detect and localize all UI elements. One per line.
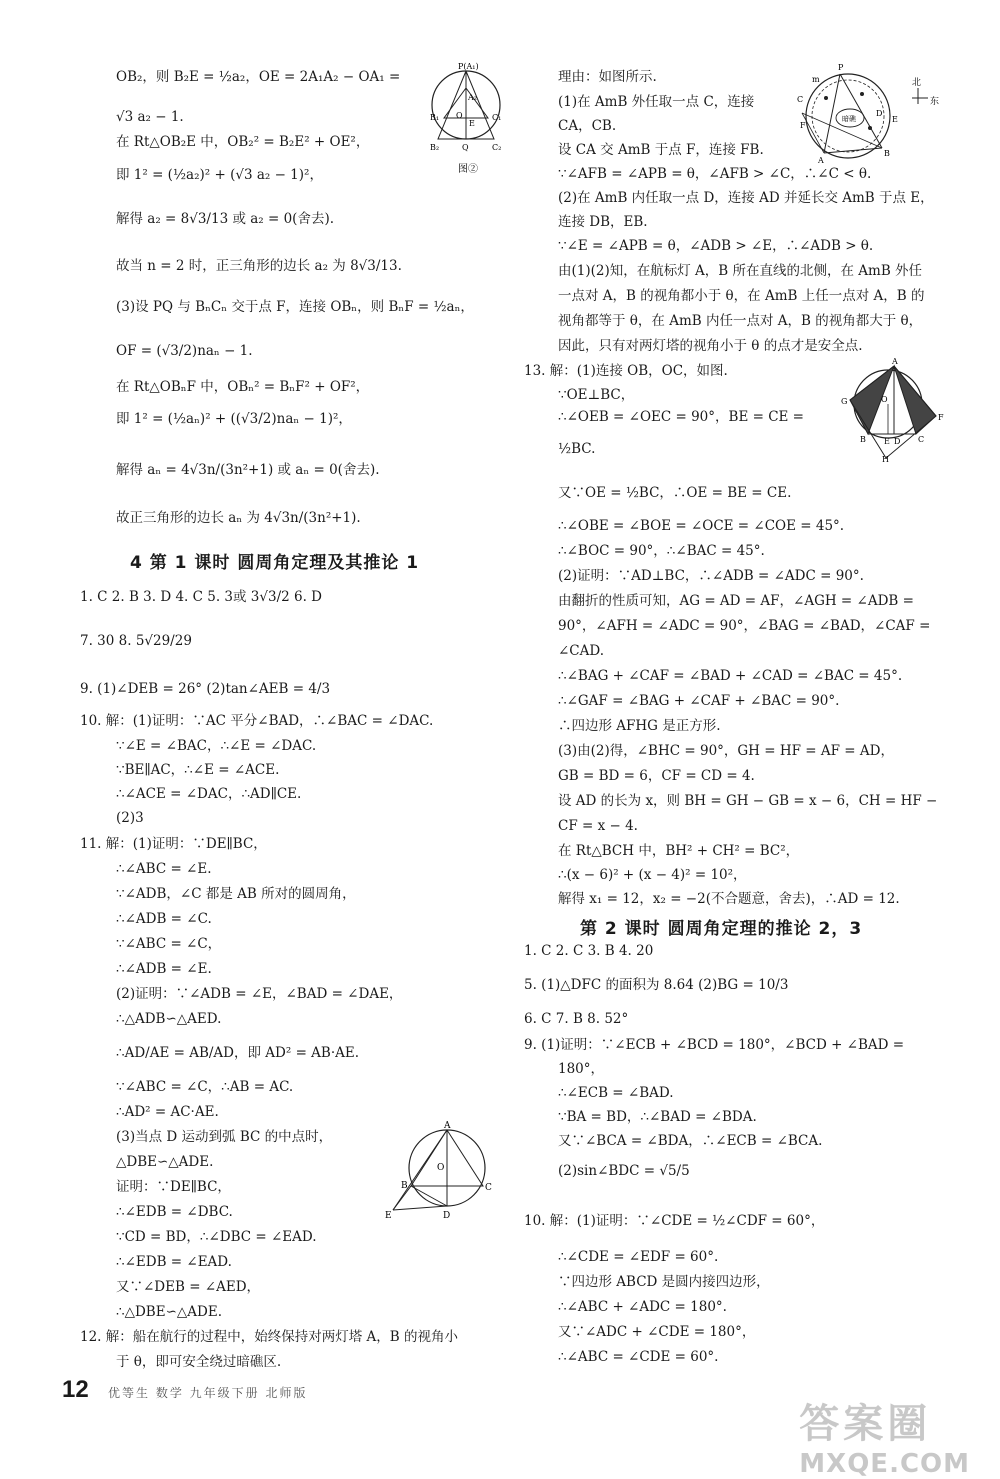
svg-text:E: E [385, 1211, 392, 1221]
text-line: ∵BE∥AC，∴∠E = ∠ACE. [116, 762, 280, 778]
text-line: 180°， [558, 1061, 605, 1077]
text-line: 因此，只有对两灯塔的视角小于 θ 的点才是安全点. [558, 338, 863, 354]
text-line: ∴(x − 6)² + (x − 4)² = 10²， [558, 867, 747, 883]
text-line: (2)证明：∵∠ADB = ∠E，∠BAD = ∠DAE， [116, 986, 403, 1002]
figure-12-reef-circle [796, 58, 946, 168]
text-line: (3)设 PQ 与 BₙCₙ 交于点 F，连接 OBₙ，则 BₙF = ½aₙ， [116, 299, 474, 315]
text-line: 故当 n = 2 时，正三角形的边长 a₂ 为 8√3/13. [116, 258, 402, 274]
text-line: (3)由(2)得，∠BHC = 90°，GH = HF = AF = AD， [558, 743, 894, 759]
text-line: ½BC. [558, 441, 596, 457]
text-line: 连接 DB，EB. [558, 214, 648, 230]
text-line: ∴∠ABC = ∠CDE = 60°. [558, 1349, 719, 1365]
svg-text:B₁: B₁ [430, 113, 440, 122]
text-line: 又∵OE = ½BC，∴OE = BE = CE. [558, 485, 792, 501]
svg-text:B: B [860, 435, 866, 444]
svg-text:O: O [456, 111, 463, 120]
svg-text:A: A [892, 357, 898, 366]
text-line: ∴∠EDB = ∠DBC. [116, 1204, 233, 1220]
text-line: 9. (1)证明：∵∠ECB + ∠BCD = 180°，∠BCD + ∠BAD = [524, 1037, 905, 1053]
text-line: ∵∠ABC = ∠C， [116, 936, 222, 952]
svg-text:E: E [469, 119, 475, 128]
svg-text:P: P [838, 63, 844, 72]
text-line: ∴四边形 AFHG 是正方形. [558, 718, 721, 734]
svg-text:P(A₁): P(A₁) [458, 62, 479, 71]
svg-text:F: F [800, 121, 806, 130]
svg-text:C: C [485, 1183, 492, 1193]
text-line: ∵BA = BD，∴∠BAD = ∠BDA. [558, 1109, 757, 1125]
text-line: 在 Rt△OB₂E 中，OB₂² = B₂E² + OE²， [116, 134, 370, 150]
svg-text:D: D [443, 1211, 451, 1221]
svg-text:Q: Q [462, 143, 469, 152]
text-line: 即 1² = (½aₙ)² + ((√3/2)naₙ − 1)²， [116, 411, 352, 427]
text-line: 解得 aₙ = 4√3n/(3n²+1) 或 aₙ = 0(舍去). [116, 462, 380, 478]
svg-text:G: G [841, 397, 848, 406]
text-line: 在 Rt△OBₙF 中，OBₙ² = BₙF² + OF²， [116, 379, 370, 395]
text-line: ∴∠ABC = ∠E. [116, 861, 212, 877]
text-line: ∵∠ADB，∠C 都是 AB 所对的圆周角， [116, 886, 356, 902]
text-line: ∴∠BAG + ∠CAF = ∠BAD + ∠CAD = ∠BAC = 45°. [558, 668, 903, 684]
text-line: ∴∠BOC = 90°，∴∠BAC = 45°. [558, 543, 765, 559]
text-line: ∴∠GAF = ∠BAG + ∠CAF + ∠BAC = 90°. [558, 693, 840, 709]
text-line: 证明：∵DE∥BC， [116, 1179, 231, 1195]
text-line: (2)证明：∵AD⊥BC，∴∠ADB = ∠ADC = 90°. [558, 568, 864, 584]
text-line: 于 θ，即可安全绕过暗礁区. [116, 1354, 282, 1370]
figure-2-caption: 图② [458, 164, 478, 175]
text-line: ∴∠ACE = ∠DAC，∴AD∥CE. [116, 786, 302, 802]
figure-11-circle [385, 1120, 495, 1225]
svg-text:A: A [444, 1121, 451, 1131]
text-line: ∴△DBE∽△ADE. [116, 1304, 222, 1320]
text-line: 解得 a₂ = 8√3/13 或 a₂ = 0(舍去). [116, 211, 335, 227]
text-line: 11. 解：(1)证明：∵DE∥BC， [80, 836, 267, 852]
text-line: 6. C 7. B 8. 52° [524, 1011, 629, 1027]
text-line: ∵∠E = ∠APB = θ，∠ADB > ∠E，∴∠ADB > θ. [558, 238, 874, 254]
text-line: ∴∠OEB = ∠OEC = 90°，BE = CE = [558, 409, 804, 425]
svg-text:D: D [894, 437, 901, 446]
svg-text:C₂: C₂ [492, 143, 502, 152]
svg-text:B: B [401, 1181, 408, 1191]
text-line: OF = (√3/2)naₙ − 1. [116, 343, 253, 359]
text-line: 由翻折的性质可知，AG = AD = AF，∠AGH = ∠ADB = [558, 593, 914, 609]
text-line: 1. C 2. C 3. B 4. 20 [524, 943, 654, 959]
text-line: 10. 解：(1)证明：∵AC 平分∠BAD，∴∠BAC = ∠DAC. [80, 713, 434, 729]
watermark-url: MXQE.COM [799, 1449, 970, 1479]
text-line: ∴AD² = AC·AE. [116, 1104, 219, 1120]
text-line: √3 a₂ − 1. [116, 109, 184, 125]
text-line: 又∵∠ADC + ∠CDE = 180°， [558, 1324, 756, 1340]
text-line: ∵四边形 ABCD 是圆内接四边形， [558, 1274, 770, 1290]
text-line: 10. 解：(1)证明：∵∠CDE = ½∠CDF = 60°， [524, 1213, 825, 1229]
figure-13-square-circle [836, 356, 946, 466]
text-line: ∴∠EDB = ∠EAD. [116, 1254, 232, 1270]
svg-text:H: H [882, 455, 889, 464]
text-line: 90°，∠AFH = ∠ADC = 90°，∠BAG = ∠BAD，∠CAF = [558, 618, 931, 634]
svg-text:F: F [938, 413, 944, 422]
svg-text:A: A [818, 156, 824, 165]
svg-text:B₂: B₂ [430, 143, 440, 152]
text-line: ∠CAD. [558, 643, 605, 659]
text-line: (2)在 AmB 内任取一点 D，连接 AD 并延长交 AmB 于点 E， [558, 190, 934, 206]
svg-text:E: E [884, 437, 890, 446]
figure-2-circle-triangles [428, 60, 508, 180]
compass-north-label: 北 [912, 78, 922, 88]
text-line: OB₂，则 B₂E = ½a₂，OE = 2A₁A₂ − OA₁ = [116, 69, 401, 85]
svg-text:C₁: C₁ [492, 113, 502, 122]
text-line: ∵∠E = ∠BAC，∴∠E = ∠DAC. [116, 738, 317, 754]
text-line: 9. (1)∠DEB = 26° (2)tan∠AEB = 4/3 [80, 681, 331, 697]
section-heading-lesson2: 第 2 课时 圆周角定理的推论 2，3 [580, 919, 863, 939]
text-line: GB = BD = 6，CF = CD = 4. [558, 768, 755, 784]
text-line: ∴∠CDE = ∠EDF = 60°. [558, 1249, 719, 1265]
text-line: 一点对 A，B 的视角都小于 θ，在 AmB 上任一点对 A，B 的 [558, 288, 925, 304]
text-line: CA，CB. [558, 118, 617, 134]
svg-text:A₂: A₂ [468, 93, 477, 102]
text-line: (1)在 AmB 外任取一点 C，连接 [558, 94, 755, 110]
svg-text:B: B [884, 149, 890, 158]
text-line: ∴△ADB∽△AED. [116, 1011, 222, 1027]
text-line: 又∵∠BCA = ∠BDA，∴∠ECB = ∠BCA. [558, 1133, 823, 1149]
text-line: 13. 解：(1)连接 OB，OC，如图. [524, 363, 728, 379]
text-line: (2)3 [116, 810, 144, 826]
text-line: ∴∠ADB = ∠C. [116, 911, 212, 927]
text-line: (2)sin∠BDC = √5/5 [558, 1163, 690, 1179]
text-line: 视角都等于 θ，在 AmB 内任一点对 A，B 的视角都大于 θ， [558, 313, 923, 329]
text-line: 设 AD 的长为 x，则 BH = GH − GB = x − 6，CH = HF − [558, 793, 938, 809]
text-line: 解得 x₁ = 12，x₂ = −2(不合题意，舍去)，∴AD = 12. [558, 891, 900, 907]
text-line: 理由：如图所示. [558, 69, 657, 85]
section-heading-lesson1: 4 第 1 课时 圆周角定理及其推论 1 [130, 553, 420, 573]
svg-text:m: m [812, 75, 820, 84]
text-line: ∵∠AFB = ∠APB = θ，∠AFB > ∠C，∴∠C < θ. [558, 166, 872, 182]
text-line: 由(1)(2)知，在航标灯 A，B 所在直线的北侧，在 AmB 外任 [558, 263, 923, 279]
text-line: 设 CA 交 AmB 于点 F，连接 FB. [558, 142, 764, 158]
text-line: ∴∠OBE = ∠BOE = ∠OCE = ∠COE = 45°. [558, 518, 845, 534]
svg-text:E: E [892, 115, 898, 124]
svg-text:O: O [437, 1163, 445, 1173]
svg-text:暗礁: 暗礁 [842, 115, 856, 123]
text-line: ∵∠ABC = ∠C，∴AB = AC. [116, 1079, 294, 1095]
page-number: 12 [62, 1376, 89, 1403]
watermark-text: 答案圈 [799, 1401, 932, 1447]
text-line: 在 Rt△BCH 中，BH² + CH² = BC²， [558, 843, 800, 859]
text-line: ∴∠ECB = ∠BAD. [558, 1085, 674, 1101]
text-line: ∴∠ABC + ∠ADC = 180°. [558, 1299, 727, 1315]
text-line: CF = x − 4. [558, 818, 638, 834]
svg-text:O: O [881, 395, 888, 404]
text-line: ∵OE⊥BC， [558, 387, 635, 403]
book-info: 优等生 数学 九年级下册 北师版 [108, 1386, 308, 1400]
svg-text:C: C [797, 95, 804, 104]
svg-text:D: D [876, 109, 883, 118]
text-line: 5. (1)△DFC 的面积为 8.64 (2)BG = 10/3 [524, 977, 789, 993]
text-line: 12. 解：船在航行的过程中，始终保持对两灯塔 A，B 的视角小 [80, 1329, 459, 1345]
text-line: 故正三角形的边长 aₙ 为 4√3n/(3n²+1). [116, 510, 361, 526]
text-line: ∴AD/AE = AB/AD，即 AD² = AB·AE. [116, 1045, 360, 1061]
text-line: ∵CD = BD，∴∠DBC = ∠EAD. [116, 1229, 317, 1245]
text-line: 7. 30 8. 5√29/29 [80, 633, 192, 649]
compass-east-label: 东 [930, 97, 940, 107]
text-line: 又∵∠DEB = ∠AED， [116, 1279, 261, 1295]
text-line: 1. C 2. B 3. D 4. C 5. 3或 3√3/2 6. D [80, 589, 323, 605]
watermark-logo [799, 1392, 970, 1479]
text-line: ∴∠ADB = ∠E. [116, 961, 212, 977]
text-line: △DBE∽△ADE. [116, 1154, 214, 1170]
text-line: (3)当点 D 运动到弧 BC 的中点时， [116, 1129, 333, 1145]
svg-text:C: C [918, 435, 925, 444]
text-line: 即 1² = (½a₂)² + (√3 a₂ − 1)²， [116, 167, 323, 183]
